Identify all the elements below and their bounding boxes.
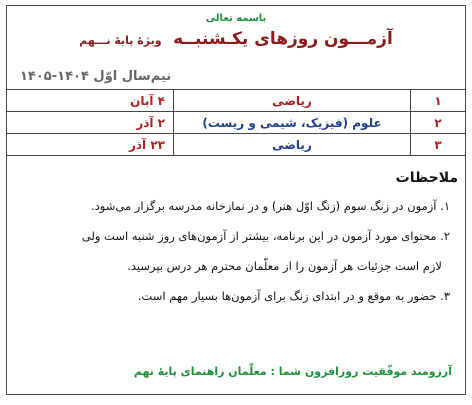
closing-message: آرزومند موفّقیت روزافزون شما : معلّمان راهنمای پایهٔ نهم — [133, 365, 452, 378]
row-subject: ریاضی — [174, 134, 411, 156]
row-number: ۳ — [411, 134, 466, 156]
note-item-1: ۱. آزمون در زنگ سوم (زنگ اوّل هنر) و در نمازخانه مدرسه برگزار می‌شود. — [91, 199, 450, 213]
row-number: ۲ — [411, 112, 466, 134]
notes-heading: ملاحظات — [395, 170, 458, 186]
semester-label: نیم‌سال اوّل ۱۴۰۴-۱۴۰۵ — [20, 69, 172, 84]
table-row — [7, 134, 466, 156]
exam-schedule-sheet — [6, 5, 466, 395]
row-subject: ریاضی — [174, 90, 411, 112]
row-date: ۴ آبان — [7, 90, 174, 112]
row-date: ۲۳ آذر — [7, 134, 174, 156]
title-subtitle: ویژهٔ پایهٔ نـــهم — [79, 34, 162, 47]
title-main: آزمـــون روزهای یکـشنبــه — [173, 29, 393, 49]
row-subject: علوم (فیزیک، شیمی و زیست) — [174, 112, 411, 134]
note-item-3: ۳. حضور به موقع و در ابتدای زنگ برای آزمون‌ها بسیار مهم است. — [137, 289, 450, 303]
basmala: باسمه تعالی — [205, 13, 267, 24]
row-number: ۱ — [411, 90, 466, 112]
note-item-2: ۲. محتوای مورد آزمون در این برنامه، بیشتر از آزمون‌های روز شنبه است ولی — [81, 229, 450, 243]
table-row — [7, 90, 466, 112]
table-row — [7, 112, 466, 134]
row-date: ۲ آذر — [7, 112, 174, 134]
page-title — [6, 29, 466, 49]
schedule-table — [6, 89, 466, 156]
note-item-2-continued: لازم است جزئیات هر آزمون را از معلّمان محترم هر درس بپرسید. — [127, 259, 442, 273]
